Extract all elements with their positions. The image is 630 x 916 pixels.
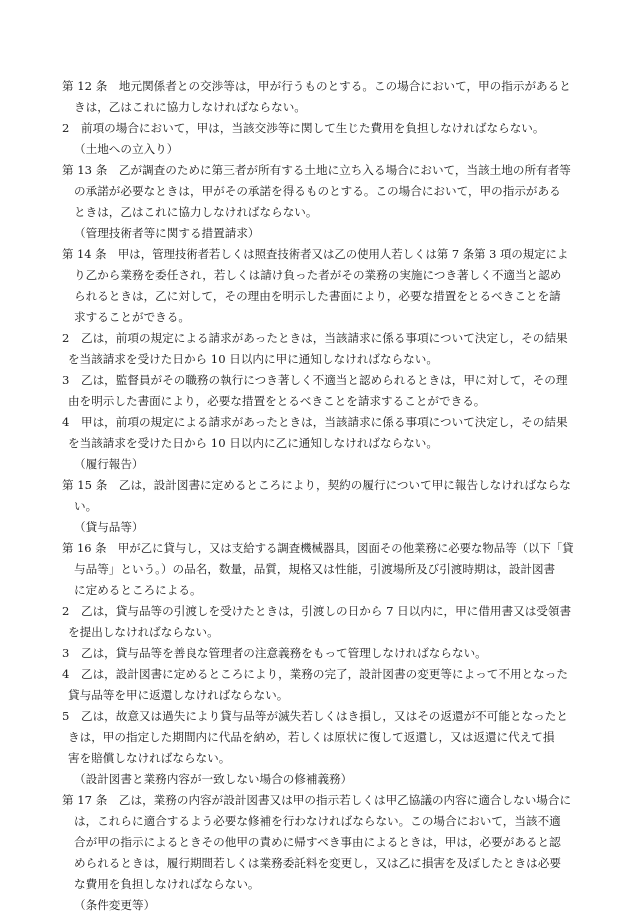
text-line: な費用を負担しなければならない。	[74, 877, 260, 891]
article-heading: （条件変更等）	[74, 898, 156, 912]
text-line: られるときは，乙に対して，その理由を明示した書面により，必要な措置をとるべきことを請	[74, 289, 561, 303]
text-line: 第 13 条 乙が調査のために第三者が所有する土地に立ち入る場合において，当該土地の所有者等	[62, 163, 571, 177]
contract-text	[62, 76, 576, 916]
article-heading: （管理技術者等に関する措置請求）	[74, 226, 260, 240]
text-line: 4 乙は，設計図書に定めるところにより，業務の完了，設計図書の変更等によって不用となった	[62, 667, 568, 681]
article-heading: （土地への立入り）	[74, 142, 179, 156]
text-line: を提出しなければならない。	[68, 625, 219, 639]
text-line: を当該請求を受けた日から 10 日以内に乙に通知しなければならない。	[68, 436, 438, 450]
text-line: い。	[74, 499, 98, 513]
text-line: 5 乙は，故意又は過失により貸与品等が滅失若しくはき損し，又はその返還が不可能となったと	[62, 709, 568, 723]
text-line: 第 12 条 地元関係者との交渉等は，甲が行うものとする。この場合において，甲の指示があると	[62, 79, 571, 93]
text-line: 合が甲の指示によるときその他甲の責めに帰すべき事由によるときは，甲は，必要があると認	[74, 835, 561, 849]
text-line: に定めるところによる。	[74, 583, 202, 597]
text-line: 与品等」という。）の品名，数量，品質，規格又は性能，引渡場所及び引渡時期は，設計図書	[74, 562, 556, 576]
text-line: 2 前項の場合において，甲は，当該交渉等に関して生じた費用を負担しなければならない。	[62, 121, 545, 135]
text-line: 4 甲は，前項の規定による請求があったときは，当該請求に係る事項について決定し，その結果	[62, 415, 568, 429]
text-line: 由を明示した書面により，必要な措置をとるべきことを請求することができる。	[68, 394, 486, 408]
text-line: 第 14 条 甲は，管理技術者若しくは照査技術者又は乙の使用人若しくは第 7 条第 3 項の規定によ	[62, 247, 569, 261]
article-heading: （設計図書と業務内容が一致しない場合の修補義務）	[74, 772, 353, 786]
text-line: 貸与品等を甲に返還しなければならない。	[68, 688, 289, 702]
text-line: は，これらに適合するよう必要な修補を行わなければならない。この場合において，当該不適	[74, 814, 561, 828]
text-line: の承諾が必要なときは，甲がその承諾を得るものとする。この場合において，甲の指示がある	[74, 184, 561, 198]
text-line: 求することができる。	[74, 310, 190, 324]
text-line: 2 乙は，前項の規定による請求があったときは，当該請求に係る事項について決定し，その結果	[62, 331, 568, 345]
article-heading: （貸与品等）	[74, 520, 144, 534]
text-line: ときは，乙はこれに協力しなければならない。	[74, 205, 318, 219]
text-line: 3 乙は，監督員がその職務の執行につき著しく不適当と認められるときは，甲に対して，その理	[62, 373, 568, 387]
text-line: 第 15 条 乙は，設計図書に定めるところにより，契約の履行について甲に報告しなければならな	[62, 478, 571, 492]
text-line: きは，甲の指定した期間内に代品を納め，若しくは原状に復して返還し，又は返還に代えて損	[68, 730, 555, 744]
text-line: きは，乙はこれに協力しなければならない。	[74, 100, 306, 114]
text-line: められるときは，履行期間若しくは業務委託料を変更し，又は乙に損害を及ぼしたときは必要	[74, 856, 561, 870]
text-line: 害を賠償しなければならない。	[68, 751, 231, 765]
article-heading: （履行報告）	[74, 457, 144, 471]
text-line: り乙から業務を委任され，若しくは請け負った者がその業務の実施につき著しく不適当と認め	[74, 268, 562, 282]
text-line: 2 乙は，貸与品等の引渡しを受けたときは，引渡しの日から 7 日以内に，甲に借用書又は受領書	[62, 604, 572, 618]
text-line: 第 17 条 乙は，業務の内容が設計図書又は甲の指示若しくは甲乙協議の内容に適合しない場合に	[62, 793, 572, 807]
text-line: 第 16 条 甲が乙に貸与し，又は支給する調査機械器具，図面その他業務に必要な物品等（以下「貸	[62, 541, 574, 555]
text-line: 3 乙は，貸与品等を善良な管理者の注意義務をもって管理しなければならない。	[62, 646, 487, 660]
text-line: を当該請求を受けた日から 10 日以内に甲に通知しなければならない。	[68, 352, 438, 366]
